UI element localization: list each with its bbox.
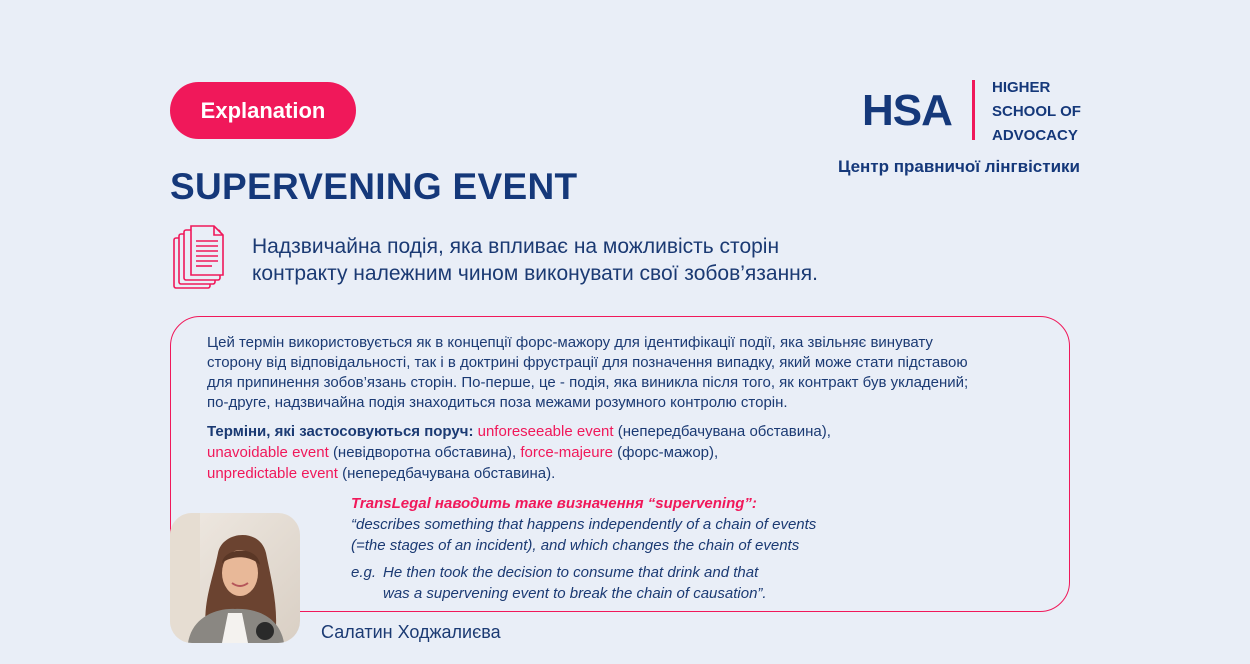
explanation-badge-label: Explanation	[200, 97, 326, 123]
explanation-text	[207, 333, 1037, 413]
explanation-line: для припинення зобов’язань сторін. По-перше, це - подія, яка виникла після того, як контракт був укладений;	[207, 374, 969, 391]
related-terms	[207, 421, 1037, 484]
logo-line: ADVOCACY	[992, 127, 1078, 144]
term-title: SUPERVENING EVENT	[170, 166, 578, 207]
related-terms-lead: Терміни, які застосовуються поруч:	[207, 423, 474, 440]
explanation-line: Цей термін використовується як в концепції форс-мажору для ідентифікації події, яка звільняє винувату	[207, 334, 933, 351]
explanation-line: по-друге, надзвичайна подія знаходиться поза межами розумного контролю сторін.	[207, 394, 788, 411]
quote-heading: TransLegal наводить таке визначення “supervening”:	[351, 495, 757, 512]
hsa-logo	[862, 76, 1082, 146]
quote-line: (=the stages of an incident), and which changes the chain of events	[351, 537, 800, 554]
quote-example	[351, 562, 911, 604]
logo-line: SCHOOL OF	[992, 103, 1081, 120]
logo-text	[992, 76, 1081, 148]
example-line: He then took the decision to consume that drink and that	[383, 564, 759, 581]
definition	[252, 233, 932, 287]
definition-line: контракту належним чином виконувати свої зобов’язання.	[252, 262, 818, 285]
example-line: was a supervening event to break the chain of causation”.	[383, 585, 767, 602]
related-term-en: force-majeure	[520, 444, 613, 461]
explanation-line: сторону від відповідальності, так і в доктрині фрустрації для позначення випадку, який може стати підставою	[207, 354, 968, 371]
related-term-en: unavoidable event	[207, 444, 329, 461]
explanation-badge	[170, 82, 356, 139]
author-name: Салатин Ходжалиєва	[321, 622, 501, 642]
logo-divider	[972, 80, 975, 140]
definition-line: Надзвичайна подія, яка впливає на можливість сторін	[252, 235, 780, 258]
translegal-quote	[351, 493, 911, 604]
quote-line: “describes something that happens independently of a chain of events	[351, 516, 817, 533]
logo-abbr: HSA	[862, 86, 952, 135]
author-photo	[170, 513, 300, 643]
related-term-en: unpredictable event	[207, 465, 338, 482]
related-term-ua: (непередбачувана обставина),	[617, 423, 831, 440]
related-term-ua: (форс-мажор),	[617, 444, 719, 461]
center-name: Центр правничої лінгвістики	[837, 157, 1080, 176]
logo-line: HIGHER	[992, 79, 1051, 96]
related-term-ua: (непередбачувана обставина).	[342, 465, 556, 482]
example-label: e.g.	[351, 564, 377, 581]
document-stack-icon	[172, 224, 230, 292]
related-term-en: unforeseeable event	[477, 423, 614, 440]
related-term-ua: (невідворотна обставина),	[332, 444, 517, 461]
